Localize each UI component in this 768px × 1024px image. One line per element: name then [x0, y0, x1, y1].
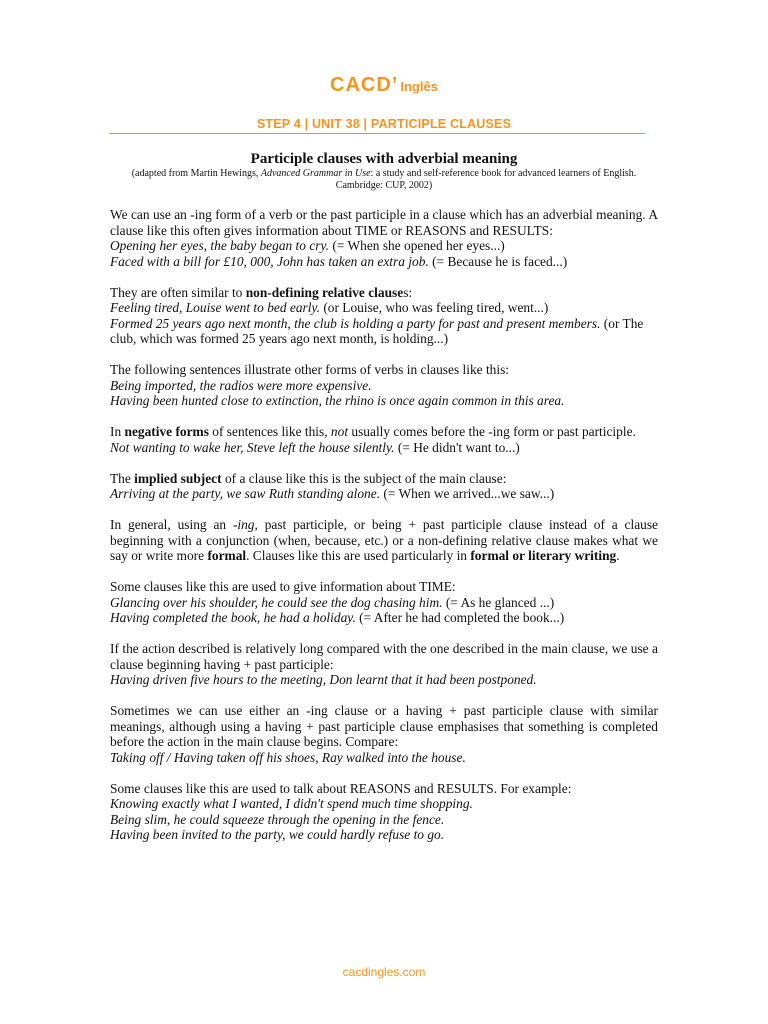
paragraph-text: We can use an -ing form of a verb or the past participle in a clause which has an adverbial meaning. A clause like this often gives information about TIME or REASONS and RESULTS:	[110, 207, 658, 238]
source-book: Advanced Grammar in Use	[260, 168, 371, 179]
paragraph-text: The	[110, 470, 135, 486]
example-sentence: Glancing over his shoulder, he could see the dog chasing him.	[110, 594, 443, 610]
example-note: (or The club, which was formed 25 years ago next month, is holding...)	[110, 315, 644, 346]
example-note: (= Because he is faced...)	[428, 253, 568, 269]
logo-small: Inglês	[400, 79, 438, 94]
header-divider	[109, 133, 645, 134]
italic-term: -ing	[232, 517, 255, 532]
paragraph-time	[110, 579, 658, 626]
paragraph-text: . Clauses like this are used particularly in	[246, 548, 471, 563]
italic-term: not	[330, 424, 349, 439]
paragraph-text: If the action described is relatively long compared with the one described in the main clause, we use a clause beginning having + past participle:	[110, 641, 658, 672]
paragraph-formal-writing	[110, 517, 658, 564]
example-sentence: Opening her eyes, the baby began to cry.	[110, 238, 330, 253]
example-sentence: Having driven five hours to the meeting, Don learnt that it had been postponed.	[110, 672, 537, 687]
source-suffix: : a study and self-reference book for advanced learners of English.	[370, 168, 637, 179]
paragraph-text: s:	[403, 284, 413, 300]
paragraph-relative-clauses	[110, 285, 658, 347]
paragraph-implied-subject	[110, 471, 658, 502]
paragraph-long-action	[110, 641, 658, 688]
example-sentence: Not wanting to wake her, Steve left the house silently.	[110, 439, 395, 455]
example-sentence: Feeling tired, Louise went to bed early.	[110, 300, 320, 315]
bold-term: negative forms	[124, 424, 209, 439]
paragraph-reasons-results	[110, 781, 658, 843]
bold-term: implied subject	[134, 470, 222, 486]
example-note: (= After he had completed the book...)	[355, 610, 565, 625]
source-prefix: (adapted from Martin Hewings,	[131, 168, 261, 179]
example-sentence: Being imported, the radios were more expensive.	[110, 377, 372, 393]
paragraph-text: Some clauses like this are used to give information about TIME:	[110, 579, 456, 594]
example-sentence: Knowing exactly what I wanted, I didn't spend much time shopping.	[110, 796, 473, 811]
example-sentence: Being slim, he could squeeze through the opening in the fence.	[110, 811, 445, 827]
example-note: (= As he glanced ...)	[442, 594, 555, 610]
example-sentence: Formed 25 years ago next month, the club is holding a party for past and present members.	[110, 315, 601, 331]
footer-website: cacdingles.com	[342, 965, 426, 979]
paragraph-text: The following sentences illustrate other forms of verbs in clauses like this:	[110, 362, 510, 377]
paragraph-intro	[110, 207, 658, 269]
paragraph-text: of a clause like this is the subject of the main clause:	[221, 470, 507, 486]
example-note: (= He didn't want to...)	[394, 439, 520, 455]
paragraph-text: Sometimes we can use either an -ing clause or a having + past participle clause with similar meanings, although using a having + past participle clause emphasises that something is completed before the action in the main clause begins. Compare:	[110, 703, 658, 749]
bold-term: non-defining relative clause	[245, 284, 404, 300]
example-sentence: Having completed the book, he had a holiday.	[110, 610, 356, 625]
source-citation	[110, 168, 658, 192]
example-note: (or Louise, who was feeling tired, went...)	[320, 300, 549, 315]
paragraph-text: of sentences like this,	[208, 424, 331, 439]
paragraph-text: In general, using an	[110, 517, 233, 532]
unit-heading: STEP 4 | UNIT 38 | PARTICIPLE CLAUSES	[256, 117, 512, 131]
example-sentence: Having been hunted close to extinction, the rhino is once again common in this area.	[110, 393, 565, 408]
paragraph-compare	[110, 703, 658, 765]
paragraph-text: They are often similar to	[110, 284, 246, 300]
paragraph-negative-forms	[110, 424, 658, 455]
paragraph-text: usually comes before the -ing form or past participle.	[348, 424, 636, 439]
paragraph-text: .	[616, 548, 620, 563]
example-sentence: Taking off / Having taken off his shoes, Ray walked into the house.	[110, 749, 466, 765]
bold-term: formal	[207, 548, 247, 563]
example-sentence: Arriving at the party, we saw Ruth standing alone.	[110, 486, 381, 501]
logo-main: CACD’	[330, 74, 399, 96]
document-title: Participle clauses with adverbial meaning	[250, 151, 518, 167]
paragraph-text: , past participle, or being + past participle clause instead of a clause beginning with a conjunction (when, because, etc.) or a non-defining relative clause makes what we say or write more	[110, 517, 658, 563]
document-body	[110, 207, 658, 858]
paragraph-text: In	[110, 424, 125, 439]
example-sentence: Having been invited to the party, we could hardly refuse to go.	[110, 827, 445, 842]
example-note: (= When she opened her eyes...)	[329, 238, 505, 253]
logo	[0, 74, 768, 97]
example-note: (= When we arrived...we saw...)	[380, 486, 555, 501]
bold-term: formal or literary writing	[470, 548, 617, 563]
source-line2: Cambridge: CUP, 2002)	[335, 180, 433, 191]
paragraph-text: Some clauses like this are used to talk about REASONS and RESULTS. For example:	[110, 780, 572, 796]
example-sentence: Faced with a bill for £10, 000, John has taken an extra job.	[110, 253, 429, 269]
paragraph-other-forms	[110, 362, 658, 409]
